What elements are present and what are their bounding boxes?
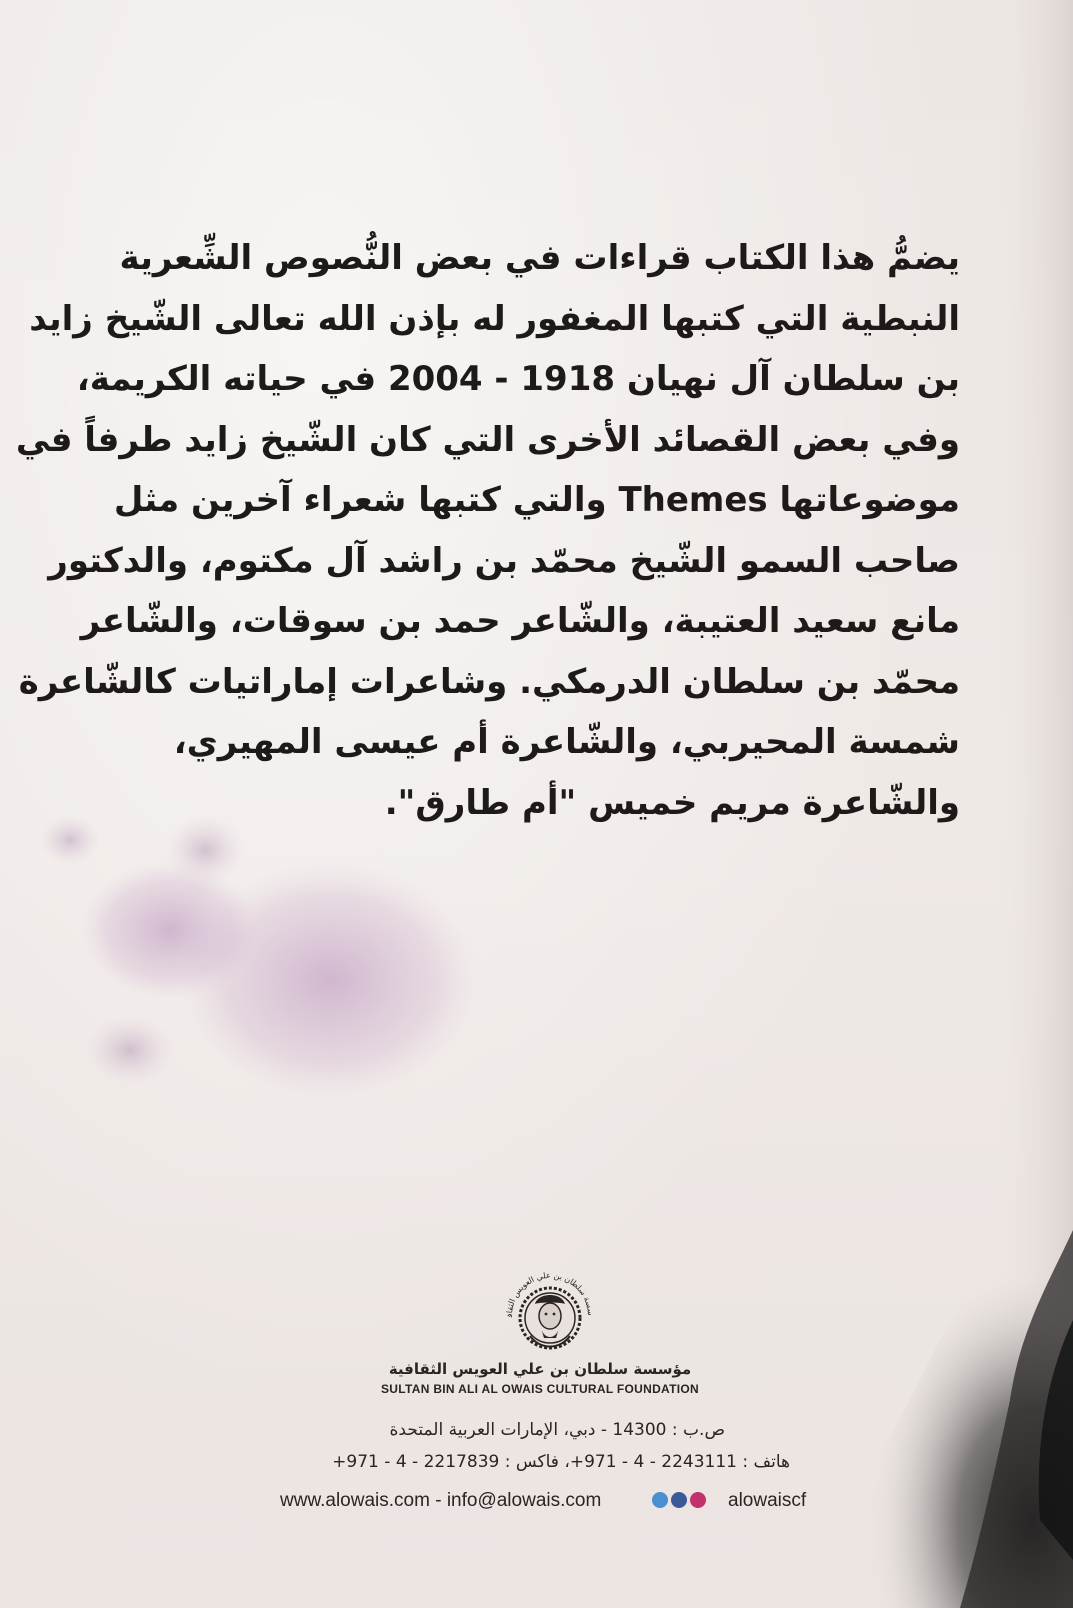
book-blurb [15,228,960,833]
social-handle: alowaiscf [728,1490,807,1511]
twitter-icon [652,1492,668,1508]
foundation-name-arabic: مؤسسة سلطان بن علي العويس الثقافية [388,1360,692,1378]
website-email: www.alowais.com - info@alowais.com [280,1490,602,1511]
instagram-icon [690,1492,706,1508]
foundation-name-english: SULTAN BIN ALI AL OWAIS CULTURAL FOUNDATION [381,1382,699,1396]
po-box: ص.ب : 14300 - دبي، الإمارات العربية المتحدة [389,1420,725,1440]
web-contact-row [270,1488,830,1516]
blurb-line: والشّاعرة مريم خميس "أم طارق". [384,782,960,823]
blurb-line: محمّد بن سلطان الدرمكي. وشاعرات إماراتيات كالشّاعرة [18,661,960,702]
ink-stain [40,815,480,1100]
social-icons [652,1492,706,1512]
blurb-line: موضوعاتها Themes والتي كتبها شعراء آخرين مثل [113,480,960,520]
blurb-line: مانع سعيد العتيبة، والشّاعر حمد بن سوقات، والشّاعر [80,601,960,641]
phone-fax: هاتف : 2243111 - 4 - 971+، فاكس : 2217839 - 4 - 971+ [332,1452,790,1472]
logo-arc-text: سسة سلطان بن علي العويس الثقاف [504,1270,596,1318]
blurb-line: يضمُّ هذا الكتاب قراءات في بعض النُّصوص الشِّعرية [119,238,960,278]
dark-feather-shape [800,1180,1073,1608]
blurb-line: صاحب السمو الشّيخ محمّد بن راشد آل مكتوم، والدكتور [48,540,960,581]
blurb-line: النبطية التي كتبها المغفور له بإذن الله تعالى الشّيخ زايد [29,298,960,339]
blurb-line: شمسة المحيربي، والشّاعرة أم عيسى المهيري، [173,722,960,762]
blurb-line: بن سلطان آل نهيان 1918 - 2004 في حياته الكريمة، [76,359,960,399]
foundation-logo [490,1258,610,1368]
blurb-line: وفي بعض القصائد الأخرى التي كان الشّيخ زايد طرفاً في [15,419,960,460]
facebook-icon [671,1492,687,1508]
